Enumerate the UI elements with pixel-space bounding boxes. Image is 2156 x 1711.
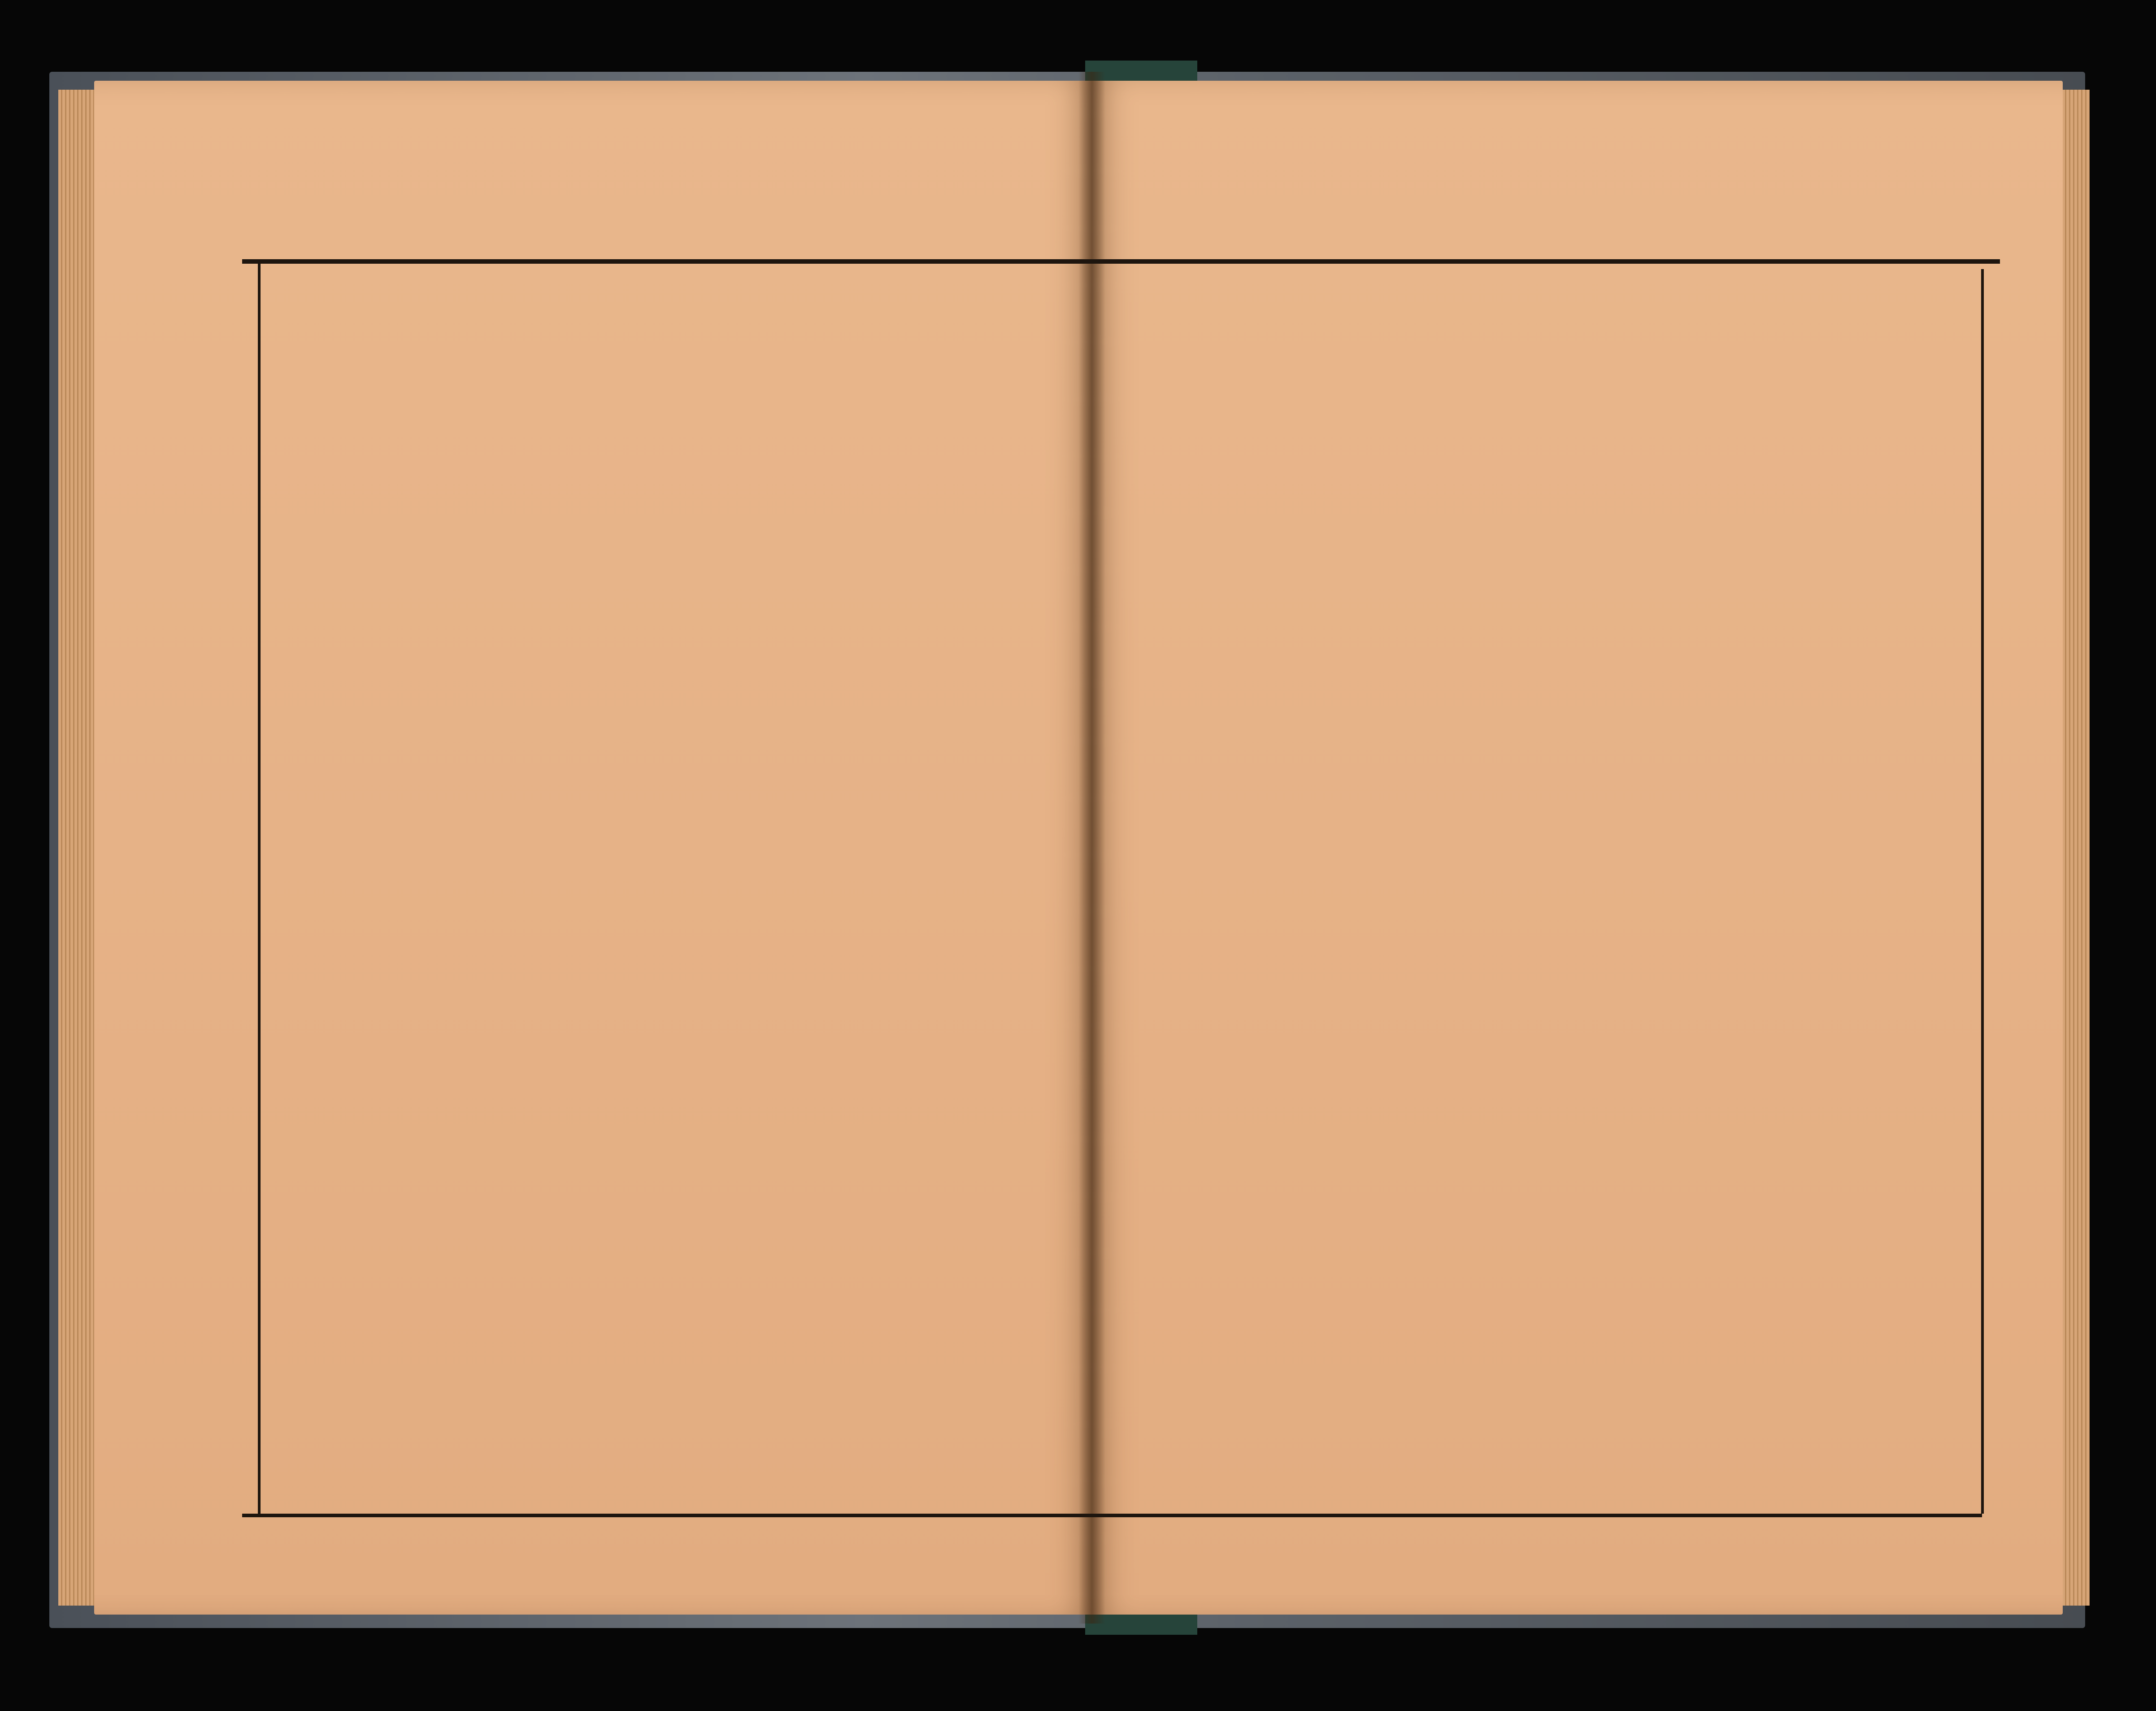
table-left-rule <box>258 260 261 1516</box>
page-edges-left <box>58 90 99 1606</box>
header-including-stationary <box>1009 357 1094 397</box>
table-top-rule <box>242 259 2000 264</box>
page-edges-right <box>2058 90 2090 1606</box>
left-page <box>94 81 1092 1615</box>
table-right-rule <box>1981 269 1984 1514</box>
book-gutter <box>1078 72 1105 1624</box>
table-bottom-rule <box>242 1514 1982 1517</box>
right-page <box>1092 81 2063 1615</box>
